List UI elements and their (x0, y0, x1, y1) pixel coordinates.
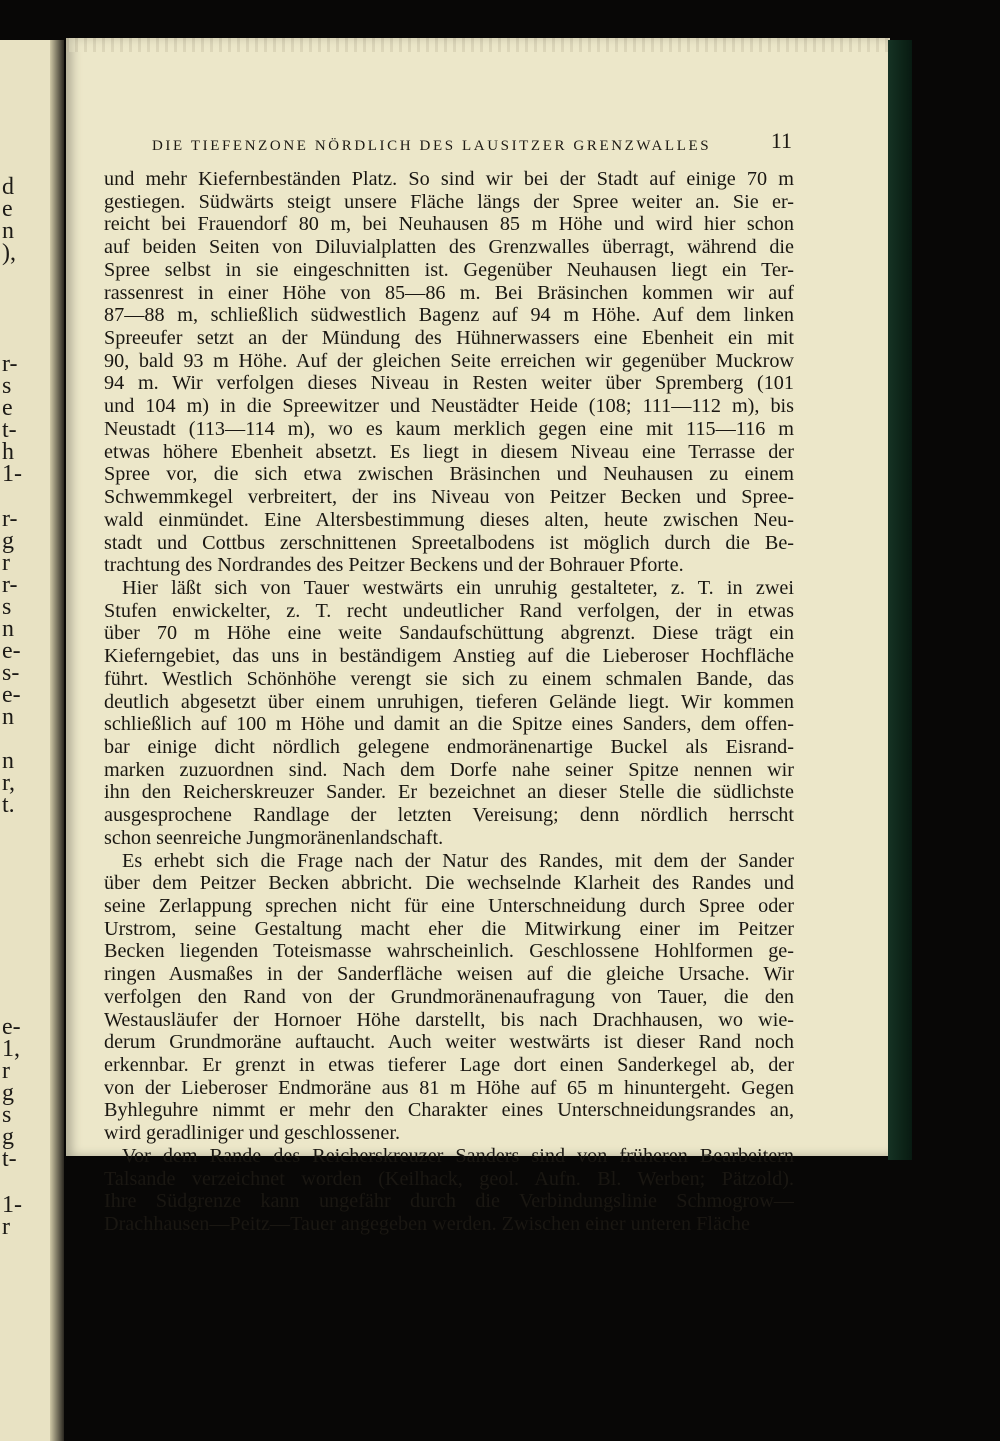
left-page-fragment: t- (2, 417, 17, 443)
text-line: ihn den Reicherskreuzer Sander. Er bezeichnet an dieser Stelle die südlichste (104, 781, 794, 804)
text-line: führt. Westlich Schönhöhe verengt sie sich zu einem schmalen Bande, das (104, 667, 794, 690)
paragraph (104, 577, 794, 850)
text-line: trachtung des Nordrandes des Peitzer Beckens und der Bohrauer Pforte. (104, 554, 684, 577)
left-page-fragment: s (2, 1102, 12, 1128)
text-line: marken zuzuordnen sind. Nach dem Dorfe nahe seiner Spitze nennen wir (104, 758, 794, 781)
page-top-edge (66, 38, 890, 52)
text-line: von der Lieberoser Endmoräne aus 81 m Höhe auf 65 m hinuntergeht. Gegen (104, 1076, 794, 1099)
text-line: ringen Ausmaßes in der Sanderfläche weisen auf die gleiche Ursache. Wir (104, 963, 794, 986)
left-page-fragment: r- (2, 572, 18, 598)
left-page-fragment: e- (2, 638, 21, 664)
text-line: wird geradliniger und geschlossener. (104, 1122, 401, 1145)
paragraph (104, 850, 794, 1145)
text-line: schon seenreiche Jungmoränenlandschaft. (104, 826, 444, 849)
text-line: deutlich abgesetzt über einem unruhigen, tieferen Gelände liegt. Wir kommen (104, 690, 794, 713)
left-page-fragment: r (2, 550, 10, 576)
left-page-fragment: 1, (2, 1036, 20, 1062)
text-line: etwas höhere Ebenheit absetzt. Es liegt in diesem Niveau eine Terrasse der (104, 440, 794, 463)
left-page-fragment: r (2, 1214, 10, 1240)
left-page-fragment: g (2, 1080, 14, 1106)
text-line: 90, bald 93 m Höhe. Auf der gleichen Seite erreichen wir gegenüber Muckrow (104, 349, 794, 372)
left-page-fragment: h (2, 439, 14, 465)
left-page-fragment: 1- (2, 461, 22, 487)
text-line: Becken liegenden Toteismasse wahrscheinlich. Geschlossene Hohlformen ge- (104, 940, 794, 963)
text-line: Es erhebt sich die Frage nach der Natur des Randes, mit dem der Sander (122, 849, 794, 872)
text-line: reicht bei Frauendorf 80 m, bei Neuhausen 85 m Höhe und wird hier schon (104, 213, 794, 236)
left-page-fragment: e (2, 196, 13, 222)
left-page-fragment: ), (2, 240, 16, 266)
text-line: Spree vor, die sich etwa zwischen Bräsinchen und Neuhausen zu einem (104, 463, 794, 486)
left-page-fragment: t. (2, 792, 15, 818)
text-line: bar einige dicht nördlich gelegene endmoränenartige Buckel als Eisrand- (104, 735, 794, 758)
left-page-fragment: s- (2, 660, 20, 686)
text-line: über 70 m Höhe eine weite Sandaufschüttung abgrenzt. Diese trägt ein (104, 622, 794, 645)
book-cover-edge (888, 40, 912, 1160)
text-line: schließlich auf 100 m Höhe und damit an die Spitze eines Sanders, dem offen- (104, 713, 794, 736)
text-line: derum Grundmoräne auftaucht. Auch weiter westwärts ist dieser Rand noch (104, 1031, 794, 1054)
text-line: 94 m. Wir verfolgen dieses Niveau in Resten weiter über Spremberg (101 (104, 372, 794, 395)
running-head: DIE TIEFENZONE NÖRDLICH DES LAUSITZER GRENZWALLES (152, 138, 712, 154)
text-line: und 104 m) in die Spreewitzer und Neustädter Heide (108; 111—112 m), bis (104, 395, 794, 418)
left-page-fragment: e- (2, 1014, 21, 1040)
text-line: Urstrom, seine Gestaltung macht eher die Mitwirkung einer im Peitzer (104, 917, 794, 940)
text-line: gestiegen. Südwärts steigt unsere Fläche längs der Spree weiter an. Sie er- (104, 190, 794, 213)
text-line: stadt und Cottbus zerschnittenen Spreetalbodens ist möglich durch die Be- (104, 531, 794, 554)
text-line: Talsande verzeichnet worden (Keilhack, geol. Aufn. Bl. Werben; Pätzold). (104, 1167, 794, 1190)
text-line: 87—88 m, schließlich südwestlich Bagenz auf 94 m Höhe. Auf dem linken (104, 304, 794, 327)
left-page-fragment: e (2, 395, 13, 421)
text-line: Stufen enwickelter, z. T. recht undeutlicher Rand verfolgen, der in etwas (104, 599, 794, 622)
left-page-fragment: n (2, 218, 14, 244)
left-page-fragment: r- (2, 506, 18, 532)
left-page-fragment: g (2, 1124, 14, 1150)
text-line: wald einmündet. Eine Altersbestimmung dieses alten, heute zwischen Neu- (104, 508, 794, 531)
body-text (104, 168, 794, 1236)
text-line: Westausläufer der Hornoer Höhe darstellt, bis nach Drachhausen, wo wie- (104, 1008, 794, 1031)
text-line: erkennbar. Er grenzt in etwas tieferer Lage dort einen Sanderkegel ab, der (104, 1054, 794, 1077)
text-line: Spreeufer setzt an der Mündung des Hühnerwassers eine Ebenheit ein mit (104, 327, 794, 350)
text-line: Vor dem Rande des Reicherskreuzer Sanders sind von früheren Bearbeitern (122, 1144, 794, 1167)
left-page-fragment: e- (2, 682, 21, 708)
left-page-fragment: r, (2, 770, 16, 796)
paragraph (104, 168, 794, 577)
text-line: Kieferngebiet, das uns in beständigem Anstieg auf die Lieberoser Hochfläche (104, 645, 794, 668)
text-line: rassenrest in einer Höhe von 85—86 m. Bei Bräsinchen kommen wir auf (104, 281, 794, 304)
left-page-fragment: 1- (2, 1192, 22, 1218)
page-number: 11 (770, 128, 792, 153)
text-line: Hier läßt sich von Tauer westwärts ein unruhig gestalteter, z. T. in zwei (122, 576, 794, 599)
left-page-fragment: s (2, 594, 12, 620)
text-line: über dem Peitzer Becken abbricht. Die wechselnde Klarheit des Randes und (104, 872, 794, 895)
text-line: seine Zerlappung sprechen nicht für eine Unterschneidung durch Spree oder (104, 895, 794, 917)
left-page-fragment: g (2, 528, 14, 554)
text-line: verfolgen den Rand von der Grundmoränenaufragung von Tauer, die den (104, 985, 794, 1008)
text-line: Spree selbst in sie eingeschnitten ist. Gegenüber Neuhausen liegt ein Ter- (104, 258, 794, 281)
text-line: Neustadt (113—114 m), wo es kaum merklich gegen eine mit 115—116 m (104, 417, 794, 440)
text-line: ausgesprochene Randlage der letzten Vereisung; denn nördlich herrscht (104, 804, 794, 827)
left-page-fragment: n (2, 616, 14, 642)
text-line: Byhleguhre nimmt er mehr den Charakter eines Unterschneidungsrandes an, (104, 1099, 794, 1122)
left-page-fragment: d (2, 174, 14, 200)
text-line: auf beiden Seiten von Diluvialplatten des Grenzwalles überragt, während die (104, 236, 794, 259)
text-line: Schwemmkegel verbreitert, der ins Niveau von Peitzer Becken und Spree- (104, 486, 794, 509)
left-page-fragment: n (2, 748, 14, 774)
left-page-fragment: r- (2, 351, 18, 377)
text-line: Ihre Südgrenze kann ungefähr durch die Verbindungslinie Schmogrow— (104, 1190, 794, 1213)
left-page-fragment: n (2, 704, 14, 730)
left-page-fragment: s (2, 373, 12, 399)
text-line: und mehr Kiefernbeständen Platz. So sind wir bei der Stadt auf einige 70 m (104, 168, 794, 190)
paragraph (104, 1145, 794, 1236)
left-page-fragment: r (2, 1058, 10, 1084)
text-line: Drachhausen—Peitz—Tauer angegeben werden. Zwischen einer unteren Fläche (104, 1213, 750, 1236)
book-gutter (50, 40, 64, 1441)
left-page-fragment: t- (2, 1146, 17, 1172)
page-header (152, 128, 792, 162)
